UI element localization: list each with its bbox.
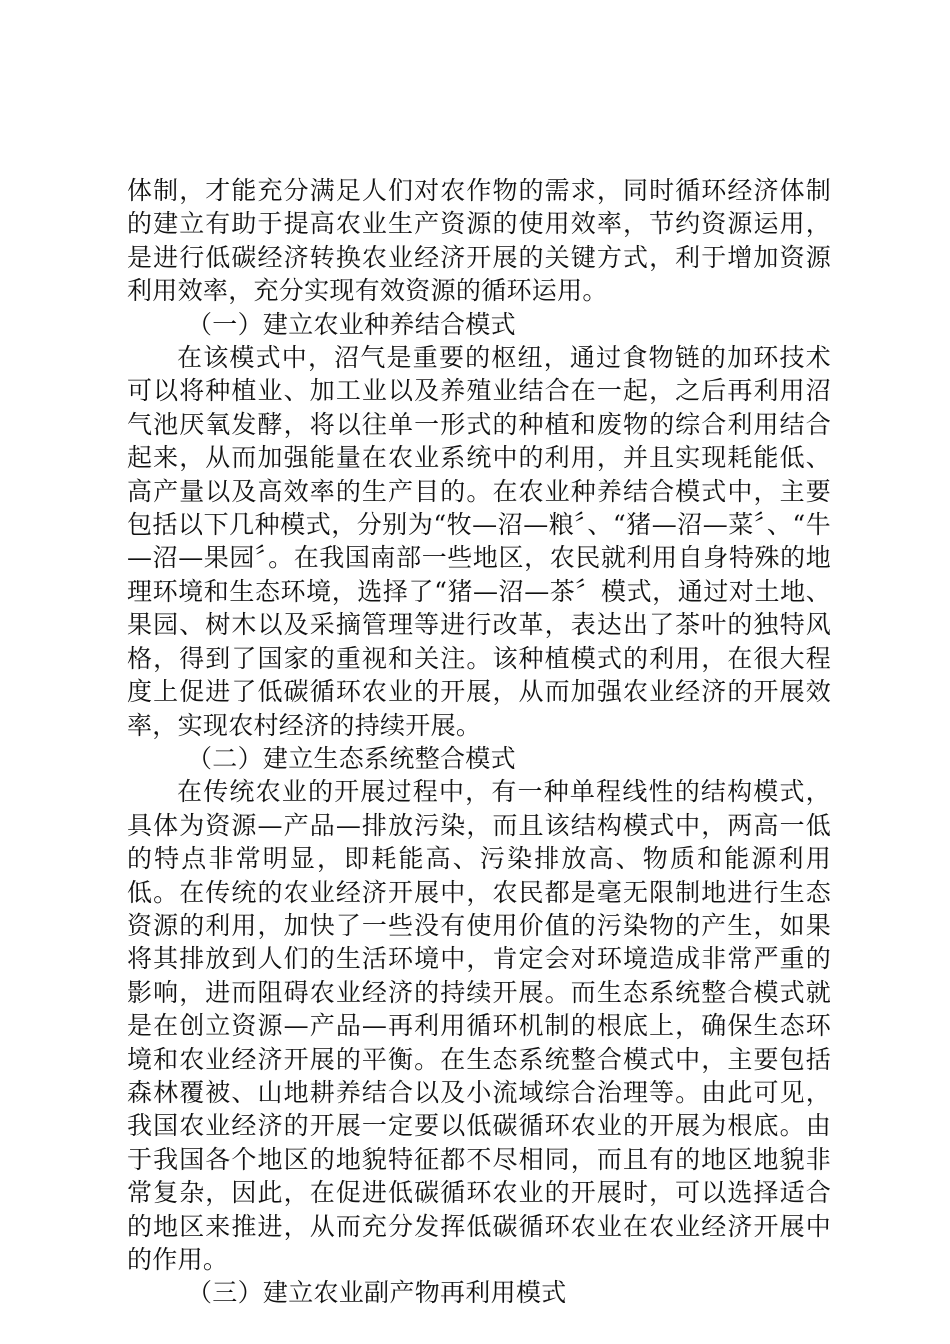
section-2-paragraph: 在传统农业的开展过程中，有一种单程线性的结构模式，具体为资源—产品—排放污染，而且该结构模式中，两高一低的特点非常明显，即耗能高、污染排放高、物质和能源利用低。在传统的农业经济开展中，农民都是毫无限制地进行生态资源的利用，加快了一些没有使用价值的污染物的产生，如果将其排放到人们的生活环境中，肯定会对环境造成非常严重的影响，进而阻碍农业经济的持续开展。而生态系统整合模式就是在创立资源—产品—再利用循环机制的根底上，确保生态环境和农业经济开展的平衡。在生态系统整合模式中，主要包括森林覆被、山地耕养结合以及小流域综合治理等。由此可见，我国农业经济的开展一定要以低碳循环农业的开展为根底。由于我国各个地区的地貌特征都不尽相同，而且有的地区地貌非常复杂，因此，在促进低碳循环农业的开展时，可以选择适合的地区来推进，从而充分发挥低碳循环农业在农业经济开展中的作用。 <box>127 777 831 1274</box>
section-heading-1: （一）建立农业种养结合模式 <box>187 309 516 339</box>
section-1-paragraph: 在该模式中，沼气是重要的枢纽，通过食物链的加环技术可以将种植业、加工业以及养殖业结合在一起，之后再利用沼气池厌氧发酵，将以往单一形式的种植和废物的综合利用结合起来，从而加强能量在农业系统中的利用，并且实现耗能低、高产量以及高效率的生产目的。在农业种养结合模式中，主要包括以下几种模式，分别为“牧—沼—粮〞、“猪—沼—菜〞、“牛—沼—果园〞。在我国南部一些地区，农民就利用自身特殊的地理环境和生态环境，选择了“猪—沼—茶〞模式，通过对土地、果园、树木以及采摘管理等进行改革，表达出了茶叶的独特风格，得到了国家的重视和关注。该种植模式的利用，在很大程度上促进了低碳循环农业的开展，从而加强农业经济的开展效率，实现农村经济的持续开展。 <box>127 343 831 740</box>
document-body <box>127 174 831 1310</box>
intro-paragraph: 体制，才能充分满足人们对农作物的需求，同时循环经济体制的建立有助于提高农业生产资源的使用效率，节约资源运用，是进行低碳经济转换农业经济开展的关键方式，利于增加资源利用效率，充分实现有效资源的循环运用。 <box>127 176 831 306</box>
section-heading-2: （二）建立生态系统整合模式 <box>187 743 516 773</box>
section-heading-3: （三）建立农业副产物再利用模式 <box>187 1278 567 1308</box>
